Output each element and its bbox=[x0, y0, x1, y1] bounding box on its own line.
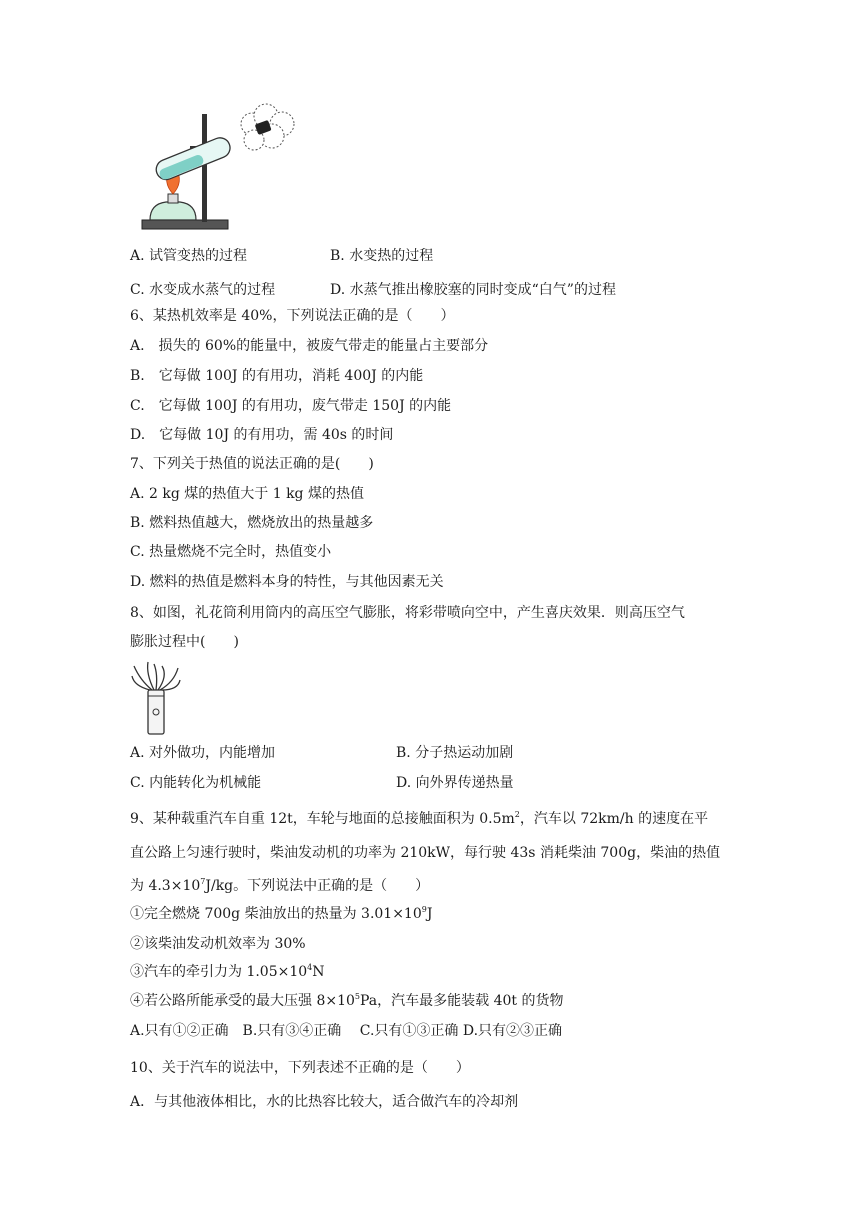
q7-stem: 7、下列关于热值的说法正确的是( ) bbox=[130, 456, 374, 472]
q5-option-d: D. 水蒸气推出橡胶塞的同时变成“白气”的过程 bbox=[330, 282, 616, 298]
q9-statement-1: ①完全燃烧 700g 柴油放出的热量为 $3.01\times 10^9J$ bbox=[130, 905, 433, 922]
q8-option-a: A. 对外做功，内能增加 bbox=[130, 745, 276, 761]
q7-option-d: D. 燃料的热值是燃料本身的特性，与其他因素无关 bbox=[130, 574, 444, 590]
q7-option-c: C. 热量燃烧不完全时，热值变小 bbox=[130, 544, 332, 560]
q7-option-b: B. 燃料热值越大，燃烧放出的热量越多 bbox=[130, 515, 374, 531]
q5-option-c: C. 水变成水蒸气的过程 bbox=[130, 282, 276, 298]
q9-options: A.只有①②正确 B.只有③④正确 C.只有①③正确 D.只有②③正确 bbox=[130, 1023, 563, 1039]
lamp-wick-holder bbox=[168, 194, 178, 203]
q5-option-b: B. 水变热的过程 bbox=[330, 248, 434, 264]
popper-tube bbox=[148, 690, 164, 734]
q6-option-b: B. 它每做 100J 的有用功，消耗 400J 的内能 bbox=[130, 368, 424, 384]
stand-base bbox=[142, 220, 228, 229]
q9-stem-line2: 直公路上匀速行驶时，柴油发动机的功率为 210kW，每行驶 43s 消耗柴油 700g，柴油的热值 bbox=[130, 845, 721, 861]
q6-option-d: D. 它每做 10J 的有用功，需 40s 的时间 bbox=[130, 427, 394, 443]
q8-stem-line1: 8、如图，礼花筒利用筒内的高压空气膨胀，将彩带喷向空中，产生喜庆效果．则高压空气 bbox=[130, 605, 685, 621]
test-tube bbox=[153, 135, 233, 183]
stand-rod bbox=[202, 114, 207, 222]
q8-option-b: B. 分子热运动加剧 bbox=[396, 745, 514, 761]
party-popper-figure bbox=[128, 660, 184, 736]
streamers bbox=[132, 662, 180, 690]
q10-option-a: A．与其他液体相比，水的比热容比较大，适合做汽车的冷却剂 bbox=[130, 1094, 519, 1110]
q9-statement-4: ④若公路所能承受的最大压强 $8\times 10^5Pa$，汽车最多能装载 40t 的货物 bbox=[130, 992, 564, 1009]
q6-option-c: C. 它每做 100J 的有用功，废气带走 150J 的内能 bbox=[130, 398, 452, 414]
q9-stem-line3: 为 $4.3\times 10^7J/kg$。下列说法中正确的是（ ） bbox=[130, 877, 430, 894]
q5-option-a: A. 试管变热的过程 bbox=[130, 248, 248, 264]
q8-option-c: C. 内能转化为机械能 bbox=[130, 775, 262, 791]
q8-stem-line2: 膨胀过程中( ) bbox=[130, 634, 239, 650]
q9-statement-3: ③汽车的牵引力为 $1.05\times 10^4N$ bbox=[130, 963, 325, 980]
q6-option-a: A. 损失的 60%的能量中，被废气带走的能量占主要部分 bbox=[130, 338, 489, 354]
q10-stem: 10、关于汽车的说法中，下列表述不正确的是（ ） bbox=[130, 1060, 470, 1076]
q7-option-a: A. 2 kg 煤的热值大于 1 kg 煤的热值 bbox=[130, 486, 364, 502]
alcohol-lamp bbox=[150, 202, 196, 220]
test-tube-heating-figure bbox=[140, 102, 300, 236]
q8-option-d: D. 向外界传递热量 bbox=[396, 775, 514, 791]
q9-statement-2: ②该柴油发动机效率为 30% bbox=[130, 936, 306, 952]
q9-stem-line1: 9、某种载重汽车自重 12t，车轮与地面的总接触面积为 $0.5m^2$，汽车以 72km/h 的速度在平 bbox=[130, 810, 709, 827]
q6-stem: 6、某热机效率是 40%，下列说法正确的是（ ） bbox=[130, 308, 455, 324]
